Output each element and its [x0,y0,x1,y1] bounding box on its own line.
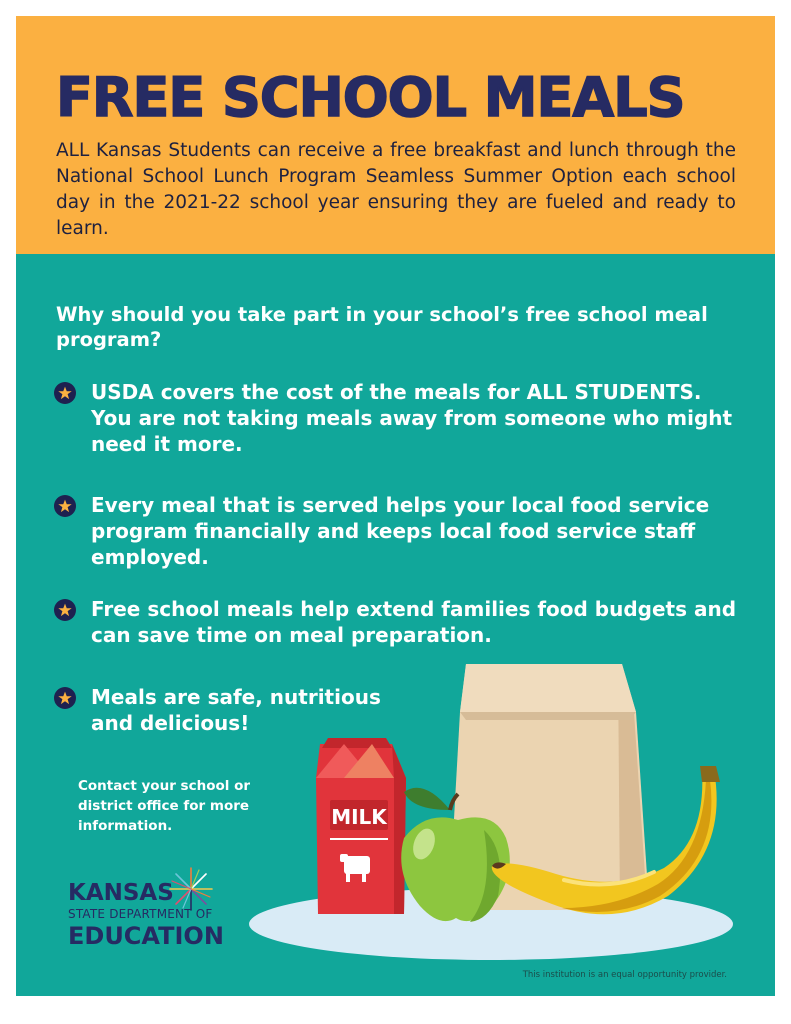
bullet-text: USDA covers the cost of the meals for ALL STUDENTS. You are not taking meals away from someone who might need it more. [91,380,733,456]
star-icon [54,687,76,709]
ksde-logo [68,866,268,956]
bullet-text: Meals are safe, nutritious and delicious! [91,685,381,735]
poster [16,16,775,996]
bullet-item-financial [54,492,741,570]
header-band [16,16,775,254]
star-icon [54,599,76,621]
contact-text: Contact your school or district office for more information. [78,778,251,834]
logo-subtitle: STATE DEPARTMENT OF [68,907,213,921]
bullet-text: Every meal that is served helps your local food service program financially and keeps local food service staff employed. [91,493,710,569]
lunch-illustration [244,660,744,960]
star-icon [54,495,76,517]
question-heading: Why should you take part in your school’s free school meal program? [56,303,708,351]
disclaimer: This institution is an equal opportunity provider. [522,970,727,980]
main-panel [16,254,775,996]
bullet-item-cost [54,379,741,457]
bullet-text: Free school meals help extend families food budgets and can save time on meal preparation. [91,597,737,647]
milk-label: MILK [331,805,387,829]
bullet-item-budget [54,596,741,648]
star-icon [54,382,76,404]
page-title: FREE SCHOOL MEALS [56,66,685,129]
intro-text: ALL Kansas Students can receive a free breakfast and lunch through the National School Lunch Program Seamless Summer Option each school day in the 2021-22 school year ensuring they are fueled and ready to learn. [56,140,736,239]
milk-carton-icon [316,738,406,914]
logo-education: EDUCATION [68,922,224,950]
logo-name: KANSAS [68,880,174,906]
starburst-icon [168,866,214,912]
